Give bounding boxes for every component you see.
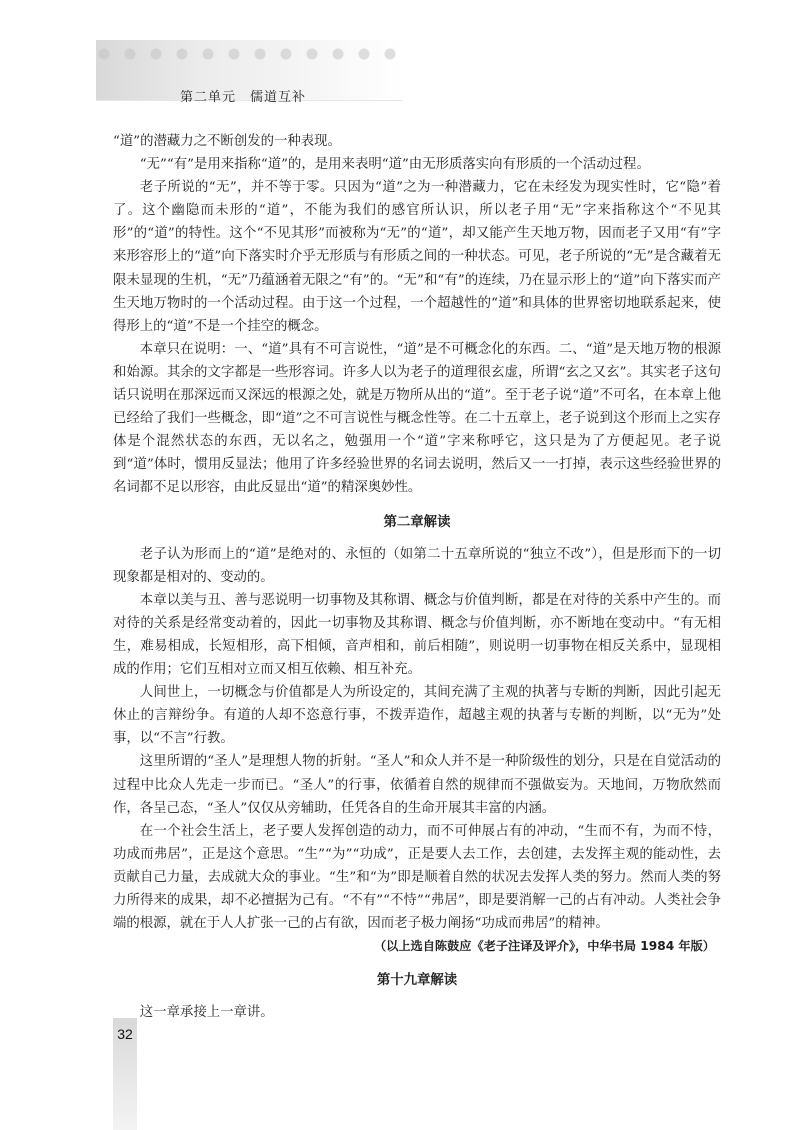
section-heading: 第十九章解读 [376,973,458,989]
page-number: 32 [117,1026,133,1042]
page-number-tab [113,1018,137,1130]
paragraph: 人间世上，一切概念与价值都是人为所设定的，其间充满了主观的执著与专断的判断，因此引起无休止的言辩纷争。有道的人却不恣意行事，不拨弄造作，超越主观的执著与专断的判断，以“无为”处事，以“不言”行教。 [113,685,721,747]
paragraph: 老子认为形而上的“道”是绝对的、永恒的（如第二十五章所说的“独立不改”），但是形而下的一切现象都是相对的、变动的。 [113,546,721,585]
running-header: 第二单元 儒道互补 [180,90,307,105]
paragraph: 本章以美与丑、善与恶说明一切事物及其称谓、概念与价值判断，都是在对待的关系中产生的。而对待的关系是经常变动着的，因此一切事物及其称谓、概念与价值判断，亦不断地在变动中。“有无相生，难易相成，长短相形，高下相倾，音声相和，前后相随”，则说明一切事物在相反关系中，显现相成的作用；它们互相对立而又相互依赖、相互补充。 [113,592,721,678]
paragraph: “道”的潜藏力之不断创发的一种表现。 [113,134,341,149]
page-body [113,130,721,1024]
paragraph: 本章只在说明：一、“道”具有不可言说性，“道”是不可概念化的东西。二、“道”是天地万物的根源和始源。其余的文字都是一些形容词。许多人以为老子的道理很玄虚，所谓“玄之又玄”。其实老子这句话只说明在那深远而又深远的根源之处，就是万物所从出的“道”。至于老子说“道”不可名，在本章上他已经给了我们一些概念，即“道”之不可言说性与概念性等。在二十五章上，老子说到这个形而上之实存体是个混然状态的东西，无以名之，勉强用一个“道”字来称呼它，这只是为了方便起见。老子说到“道”体时，惯用反显法；他用了许多经验世界的名词去说明，然后又一一打掉，表示这些经验世界的名词都不足以形容，由此反显出“道”的精深奥妙性。 [113,341,721,496]
paragraph: 这里所谓的“圣人”是理想人物的折射。“圣人”和众人并不是一种阶级性的划分，只是在自觉活动的过程中比众人先走一步而已。“圣人”的行事，依循着自然的规律而不强做妄为。天地间，万物欣然而作，各呈己态，“圣人”仅仅从旁辅助，任凭各自的生命开展其丰富的内涵。 [113,754,721,816]
paragraph: 老子所说的“无”，并不等于零。只因为“道”之为一种潜藏力，它在未经发为现实性时，它“隐”着了。这个幽隐而未形的“道”，不能为我们的感官所认识，所以老子用“无”字来指称这个“不见其形”的“道”的特性。这个“不见其形”而被称为“无”的“道”，却又能产生天地万物，因而老子又用“有”字来形容形上的“道”向下落实时介乎无形质与有形质之间的一种状态。可见，老子所说的“无”是含藏着无限未显现的生机，“无”乃蕴涵着无限之“有”的。“无”和“有”的连续，乃在显示形上的“道”向下落实而产生天地万物时的一个活动过程。由于这一个过程，一个超越性的“道”和具体的世界密切地联系起来，使得形上的“道”不是一个挂空的概念。 [113,180,721,334]
paragraph: “无”“有”是用来指称“道”的，是用来表明“道”由无形质落实向有形质的一个活动过程。 [139,157,650,173]
source-citation: （以上选自陈鼓应《老子注译及评介》，中华书局 1984 年版） [374,939,715,954]
paragraph: 这一章承接上一章讲。 [139,1005,274,1021]
section-heading: 第二章解读 [383,514,451,530]
paragraph: 在一个社会生活上，老子要人发挥创造的动力，而不可伸展占有的冲动，“生而不有，为而不恃，功成而弗居”，正是这个意思。“生”“为”“功成”，正是要人去工作，去创建，去发挥主观的能动性，去贡献自己力量，去成就大众的事业。“生”和“为”即是顺着自然的状况去发挥人类的努力。然而人类的努力所得来的成果，却不必擅据为己有。“不有”“不恃”“弗居”，即是要消解一己的占有冲动。人类社会争端的根源，就在于人人扩张一己的占有欲，因而老子极力阐扬“功成而弗居”的精神。 [113,823,721,932]
